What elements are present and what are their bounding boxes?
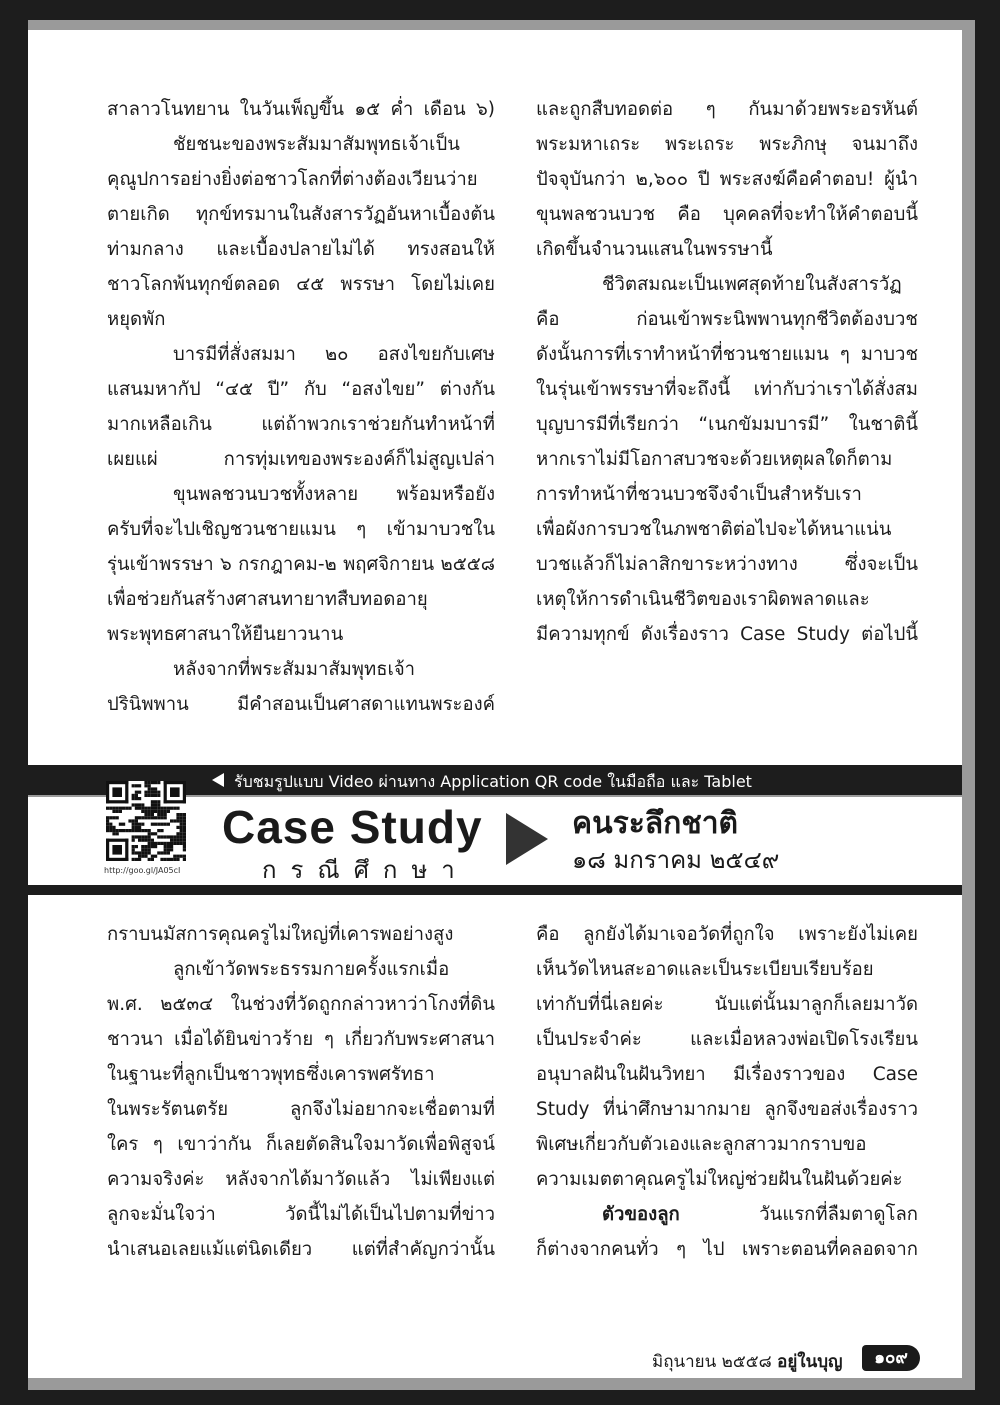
footer <box>652 1348 843 1375</box>
text-line: ลูกจะมั่นใจว่า วัดนี้ไม่ได้เป็นไปตามที่ข่าว <box>107 1204 495 1225</box>
text-line: เพื่อช่วยกันสร้างศาสนทายาทสืบทอดอายุ <box>107 589 428 610</box>
text-line: เพื่อผังการบวชในภพชาติต่อไปจะได้หนาแน่น <box>536 519 892 540</box>
text-line: ลูกเข้าวัดพระธรรมกายครั้งแรกเมื่อ <box>173 959 450 980</box>
text-line: ก็ต่างจากคนทั่ว ๆ ไป เพราะตอนที่คลอดจาก <box>536 1239 918 1260</box>
text-line: คุณูปการอย่างยิ่งต่อชาวโลกที่ต่างต้องเวียนว่าย <box>107 169 478 190</box>
text-line: แสนมหากัป “๔๕ ปี” กับ “อสงไขย” ต่างกัน <box>107 379 495 400</box>
text-line: บวชแล้วก็ไม่ลาสิกขาระหว่างทาง ซึ่งจะเป็น <box>536 554 918 575</box>
text-line: เห็นวัดไหนสะอาดและเป็นระเบียบเรียบร้อย <box>536 959 874 980</box>
text-line: เหตุให้การดำเนินชีวิตของเราผิดพลาดและ <box>536 589 870 610</box>
frame-left <box>0 0 28 1405</box>
bold-lead: ตัวของลูก <box>602 1204 680 1225</box>
text-line: ปรินิพพาน มีคำสอนเป็นศาสดาแทนพระองค์ <box>107 694 495 715</box>
qr-url: http://goo.gl/JA05cI <box>104 866 181 875</box>
text-line: กราบนมัสการคุณครูไม่ใหญ่ที่เคารพอย่างสูง <box>107 924 454 945</box>
text-line: ปัจจุบันกว่า ๒,๖๐๐ ปี พระสงฆ์คือคำตอบ! ผู้นำ <box>536 169 918 190</box>
text-line: เกิดขึ้นจำนวนแสนในพรรษานี้ <box>536 239 773 260</box>
text-line: พิเศษเกี่ยวกับตัวเองและลูกสาวมากราบขอ <box>536 1134 867 1155</box>
text-line: และถูกสืบทอดต่อ ๆ กันมาด้วยพระอรหันต์ <box>536 99 918 120</box>
text-line: สาลาวโนทยาน ในวันเพ็ญขึ้น ๑๕ ค่ำ เดือน ๖) <box>107 99 495 120</box>
text-line: ดังนั้นการที่เราทำหน้าที่ชวนชายแมน ๆ มาบวช <box>536 344 918 365</box>
text-line: คือ ลูกยังได้มาเจอวัดที่ถูกใจ เพราะยังไม่เคย <box>536 924 918 945</box>
text-line: ในฐานะที่ลูกเป็นชาวพุทธซึ่งเคารพศรัทธา <box>107 1064 435 1085</box>
page-number: ๑๐๙ <box>862 1345 920 1371</box>
case-study-subtitle: กรณีศึกษา <box>262 856 469 884</box>
text-line: ขุนพลชวนบวชทั้งหลาย พร้อมหรือยัง <box>173 484 495 505</box>
text-line <box>536 1197 918 1232</box>
text-line: ชัยชนะของพระสัมมาสัมพุทธเจ้าเป็น <box>173 134 460 155</box>
play-icon <box>506 813 548 865</box>
banner-bottom-band <box>28 885 962 895</box>
notice-arrow-icon <box>212 773 224 787</box>
footer-month: มิถุนายน ๒๕๕๘ <box>652 1352 772 1372</box>
text-line: Study ที่น่าศึกษามากมาย ลูกจึงขอส่งเรื่องราว <box>536 1099 918 1120</box>
text-line: หากเราไม่มีโอกาสบวชจะด้วยเหตุผลใดก็ตาม <box>536 449 893 470</box>
qr-code[interactable] <box>106 781 186 861</box>
text-line: บุญบารมีที่เรียกว่า “เนกขัมมบารมี” ในชาตินี้ <box>536 414 918 435</box>
frame-right <box>975 0 1000 1405</box>
text-line: คือ ก่อนเข้าพระนิพพานทุกชีวิตต้องบวช <box>536 309 918 330</box>
text-line: มีความทุกข์ ดังเรื่องราว Case Study ต่อไปนี้ <box>536 624 918 645</box>
text-line: การทำหน้าที่ชวนบวชจึงจำเป็นสำหรับเรา <box>536 484 862 505</box>
text-line: นำเสนอเลยแม้แต่นิดเดียว แต่ที่สำคัญกว่านั้น <box>107 1239 495 1260</box>
text-line: พ.ศ. ๒๕๓๔ ในช่วงที่วัดถูกกล่าวหาว่าโกงที่ดิน <box>107 994 495 1015</box>
text-line: มากเหลือเกิน แต่ถ้าพวกเราช่วยกันทำหน้าที่ <box>107 414 495 435</box>
text-line: ในรุ่นเข้าพรรษาที่จะถึงนี้ เท่ากับว่าเราได้สั่งสม <box>536 379 918 400</box>
text-line: หลังจากที่พระสัมมาสัมพุทธเจ้า <box>173 659 416 680</box>
text-line: ในพระรัตนตรัย ลูกจึงไม่อยากจะเชื่อตามที่ <box>107 1099 495 1120</box>
top-left-column <box>107 92 495 722</box>
text-line: เท่ากับที่นี่เลยค่ะ นับแต่นั้นมาลูกก็เลยมาวัด <box>536 994 918 1015</box>
text-fragment: วันแรกที่ลืมตาดูโลก <box>759 1204 918 1225</box>
text-line: ท่ามกลาง และเบื้องปลายไม่ได้ ทรงสอนให้ <box>107 239 495 260</box>
video-notice: รับชมรูปแบบ Video ผ่านทาง Application QR code ในมือถือ และ Tablet <box>234 772 752 791</box>
text-line: บารมีที่สั่งสมมา ๒๐ อสงไขยกับเศษ <box>173 344 495 365</box>
text-line: ความจริงค่ะ หลังจากได้มาวัดแล้ว ไม่เพียงแต่ <box>107 1169 495 1190</box>
text-line: พระมหาเถระ พระเถระ พระภิกษุ จนมาถึง <box>536 134 918 155</box>
text-line: หยุดพัก <box>107 309 166 330</box>
qr-code-icon <box>106 781 186 861</box>
text-line: ชีวิตสมณะเป็นเพศสุดท้ายในสังสารวัฏ <box>602 274 902 295</box>
frame-top <box>0 0 1000 20</box>
text-line: ตายเกิด ทุกข์ทรมานในสังสารวัฏอันหาเบื้องต้น <box>107 204 495 225</box>
text-line: ชาวนา เมื่อได้ยินข่าวร้าย ๆ เกี่ยวกับพระศาสนา <box>107 1029 495 1050</box>
bottom-right-column <box>536 917 918 1267</box>
episode-title: คนระลึกชาติ <box>572 806 739 841</box>
text-line: ขุนพลชวนบวช คือ บุคคลที่จะทำให้คำตอบนี้ <box>536 204 918 225</box>
frame-bottom-grey <box>28 1378 975 1390</box>
footer-magazine: อยู่ในบุญ <box>777 1352 843 1372</box>
text-line: ครับที่จะไปเชิญชวนชายแมน ๆ เข้ามาบวชใน <box>107 519 495 540</box>
text-line: ใคร ๆ เขาว่ากัน ก็เลยตัดสินใจมาวัดเพื่อพิสูจน์ <box>107 1134 495 1155</box>
text-line: รุ่นเข้าพรรษา ๖ กรกฎาคม-๒ พฤศจิกายน ๒๕๕๘ <box>107 554 495 575</box>
text-line: เป็นประจำค่ะ และเมื่อหลวงพ่อเปิดโรงเรียน <box>536 1029 918 1050</box>
top-right-column <box>536 92 918 652</box>
episode-date: ๑๘ มกราคม ๒๕๔๙ <box>572 846 780 874</box>
text-line: พระพุทธศาสนาให้ยืนยาวนาน <box>107 624 344 645</box>
frame-top-grey <box>28 20 975 30</box>
frame-bottom <box>0 1390 1000 1405</box>
text-line: อนุบาลฝันในฝันวิทยา มีเรื่องราวของ Case <box>536 1064 918 1085</box>
case-study-title: Case Study <box>222 801 483 853</box>
text-line: เผยแผ่ การทุ่มเทของพระองค์ก็ไม่สูญเปล่า <box>107 449 495 470</box>
text-line: ความเมตตาคุณครูไม่ใหญ่ช่วยฝันในฝันด้วยค่ะ <box>536 1169 903 1190</box>
text-line: ชาวโลกพ้นทุกข์ตลอด ๔๕ พรรษา โดยไม่เคย <box>107 274 495 295</box>
frame-right-grey <box>962 30 975 1390</box>
bottom-left-column <box>107 917 495 1267</box>
